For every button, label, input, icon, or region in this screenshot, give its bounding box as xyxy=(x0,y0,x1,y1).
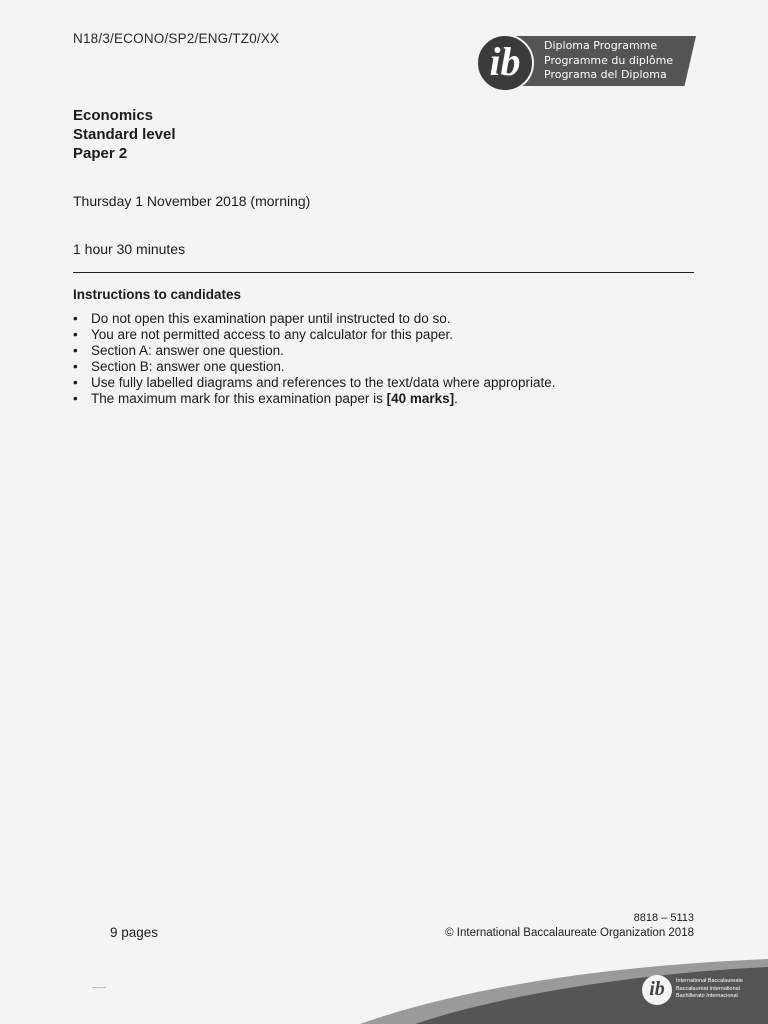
copyright: © International Baccalaureate Organization 2018 xyxy=(445,927,694,939)
divider xyxy=(73,272,694,273)
max-mark-text: The maximum mark for this examination paper is xyxy=(91,391,387,406)
max-mark-value: [40 marks] xyxy=(386,391,455,406)
max-mark-suffix: . xyxy=(454,391,458,406)
reference-number: 8818 – 5113 xyxy=(633,912,694,924)
list-item: • Use fully labelled diagrams and references to the text/data where appropriate. xyxy=(73,375,556,391)
list-item: • Do not open this examination paper until instructed to do so. xyxy=(73,311,556,327)
logo-text xyxy=(544,39,673,83)
page-count: 9 pages xyxy=(110,925,159,940)
exam-duration: 1 hour 30 minutes xyxy=(73,241,186,257)
list-item xyxy=(73,391,556,407)
subject: Economics xyxy=(73,107,154,124)
logo-line: International Baccalaureate xyxy=(676,978,743,984)
exam-title xyxy=(73,106,176,163)
paper-number: Paper 2 xyxy=(73,145,128,162)
ib-logo-icon: ib xyxy=(642,975,672,1005)
level: Standard level xyxy=(73,126,176,143)
logo-line: Diploma Programme xyxy=(544,39,658,52)
instructions-heading: Instructions to candidates xyxy=(73,287,242,302)
exam-date: Thursday 1 November 2018 (morning) xyxy=(73,193,311,209)
logo-text xyxy=(676,978,743,1001)
list-item: • Section B: answer one question. xyxy=(73,359,556,375)
paper-code: N18/3/ECONO/SP2/ENG/TZ0/XX xyxy=(73,31,280,46)
ib-diploma-logo xyxy=(476,34,696,92)
logo-line: Programme du diplôme xyxy=(544,53,674,67)
logo-line: Bachillerato Internacional xyxy=(676,993,738,999)
logo-line: Baccalauréat International xyxy=(676,985,740,992)
ib-logo-icon: ib xyxy=(476,34,534,92)
instructions-list xyxy=(73,311,556,407)
ib-org-logo xyxy=(642,975,762,1007)
list-item: • Section A: answer one question. xyxy=(73,343,556,359)
logo-line: Programa del Diploma xyxy=(544,68,667,81)
list-item: • You are not permitted access to any calculator for this paper. xyxy=(73,327,556,343)
